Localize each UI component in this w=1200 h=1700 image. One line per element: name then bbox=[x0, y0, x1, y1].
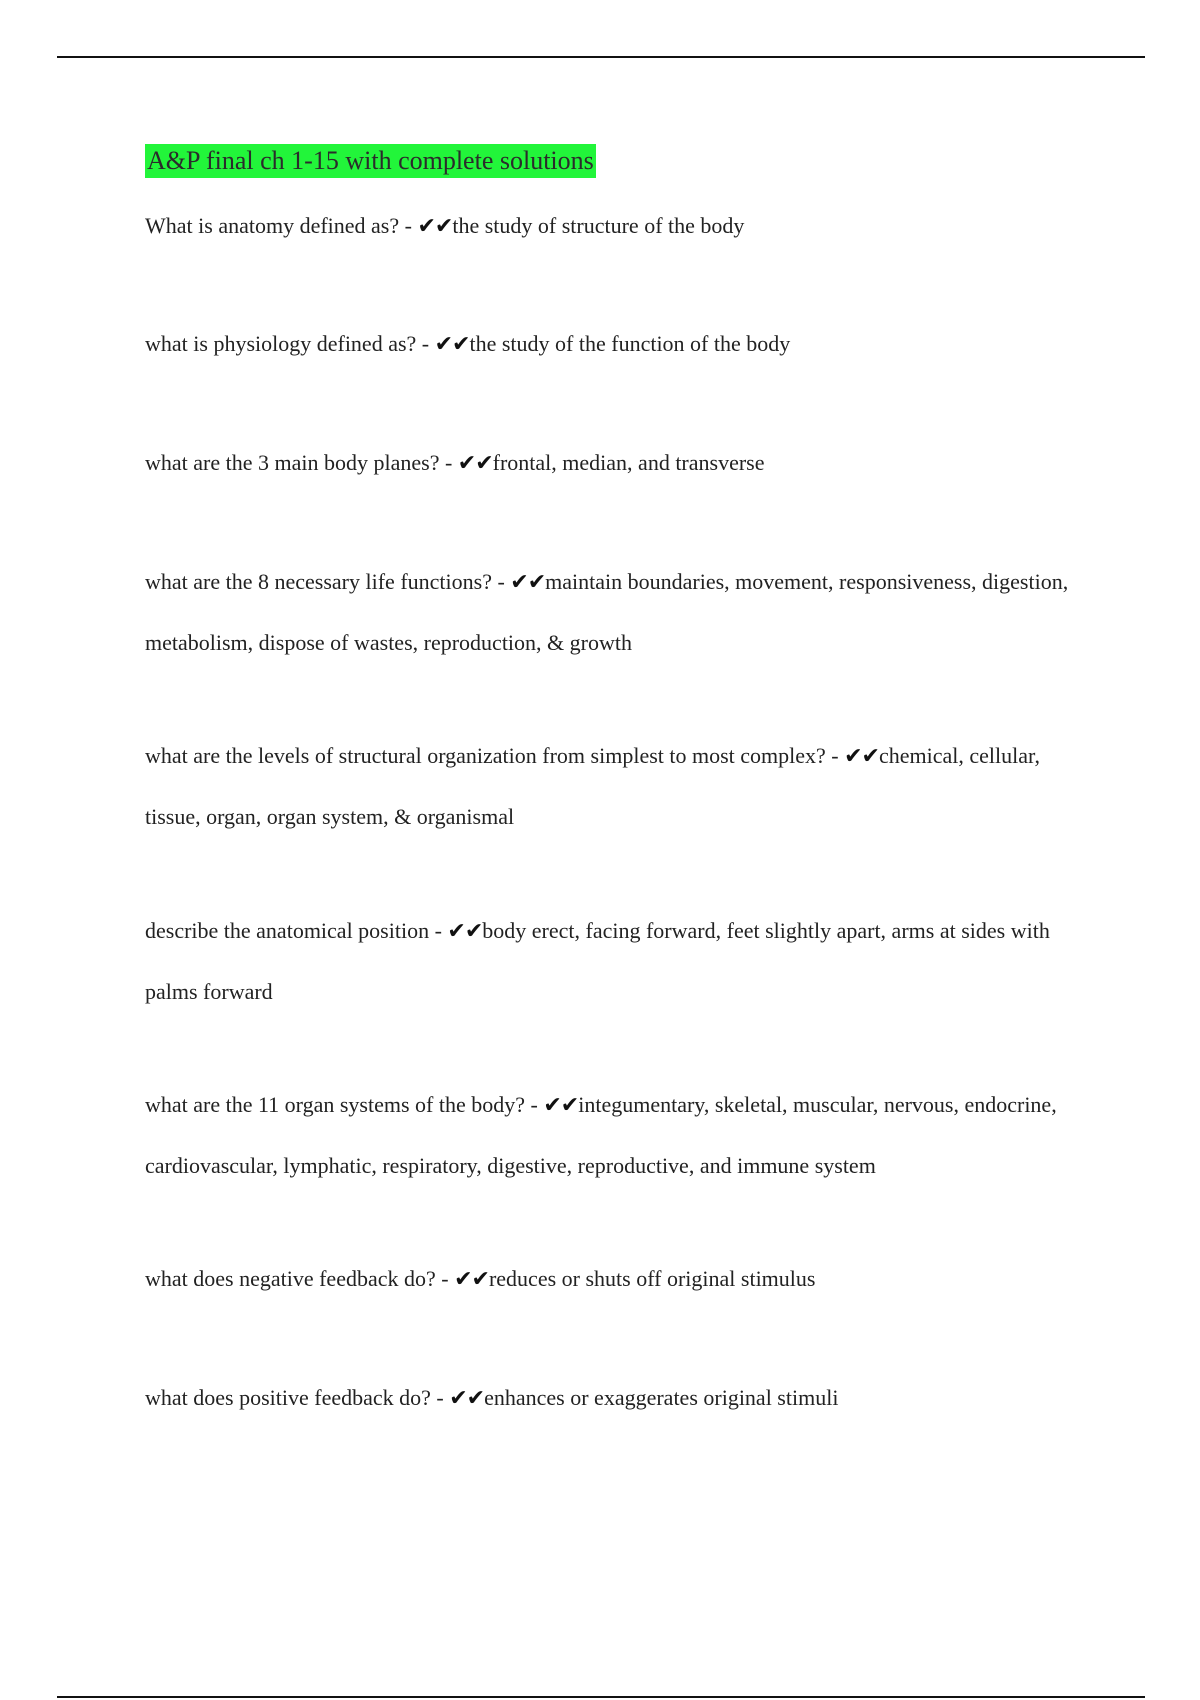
footer-rule bbox=[57, 1696, 1145, 1698]
qa-item-1 bbox=[145, 196, 1095, 257]
document-title: A&P final ch 1-15 with complete solutions bbox=[145, 144, 596, 178]
qa-item-6 bbox=[145, 901, 1095, 1022]
check-marks-icon: ✔✔ bbox=[454, 1267, 489, 1292]
qa-item-5 bbox=[145, 726, 1095, 847]
check-marks-icon: ✔✔ bbox=[510, 570, 546, 595]
qa-item-4 bbox=[145, 552, 1095, 673]
check-marks-icon: ✔✔ bbox=[844, 744, 879, 769]
qa-item-8 bbox=[145, 1249, 1095, 1310]
question-text: what are the 8 necessary life functions? - bbox=[145, 569, 511, 594]
question-text: what does positive feedback do? - bbox=[145, 1385, 450, 1410]
check-marks-icon: ✔✔ bbox=[434, 332, 470, 357]
question-text: what are the 11 organ systems of the body? - bbox=[145, 1092, 544, 1117]
qa-item-7 bbox=[145, 1075, 1095, 1196]
question-text: what are the levels of structural organization from simplest to most complex? - bbox=[145, 743, 845, 768]
check-marks-icon: ✔✔ bbox=[457, 451, 493, 476]
answer-text: reduces or shuts off original stimulus bbox=[488, 1266, 816, 1291]
question-text: What is anatomy defined as? - bbox=[145, 213, 418, 238]
qa-item-2 bbox=[145, 314, 1095, 375]
answer-text: integumentary, skeletal, muscular, nervous, endocrine, cardiovascular, lymphatic, respiratory, digestive, reproductive, and immune system bbox=[145, 1092, 1057, 1178]
question-text: what does negative feedback do? - bbox=[145, 1266, 455, 1291]
answer-text: frontal, median, and transverse bbox=[492, 450, 765, 475]
check-marks-icon: ✔✔ bbox=[449, 1386, 485, 1411]
answer-text: the study of the function of the body bbox=[469, 331, 791, 356]
answer-text: enhances or exaggerates original stimuli bbox=[484, 1385, 839, 1410]
answer-text: maintain boundaries, movement, responsiveness, digestion, metabolism, dispose of wastes, reproduction, & growth bbox=[145, 569, 1069, 655]
header-rule bbox=[57, 56, 1145, 58]
check-marks-icon: ✔✔ bbox=[417, 214, 453, 239]
question-text: describe the anatomical position - bbox=[145, 918, 448, 943]
answer-text: body erect, facing forward, feet slightly apart, arms at sides with palms forward bbox=[145, 918, 1050, 1004]
check-marks-icon: ✔✔ bbox=[447, 919, 483, 944]
check-marks-icon: ✔✔ bbox=[543, 1093, 579, 1118]
qa-item-9 bbox=[145, 1368, 1095, 1429]
question-text: what is physiology defined as? - bbox=[145, 331, 435, 356]
answer-text: the study of structure of the body bbox=[452, 213, 745, 238]
qa-item-3 bbox=[145, 433, 1095, 494]
question-text: what are the 3 main body planes? - bbox=[145, 450, 458, 475]
answer-text: chemical, cellular, tissue, organ, organ system, & organismal bbox=[145, 743, 1040, 829]
